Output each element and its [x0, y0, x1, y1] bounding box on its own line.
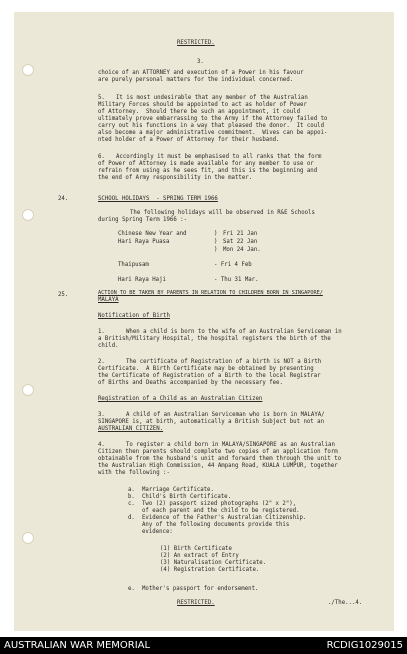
para-line: Accordingly it must be emphasised to all ranks that the form: [116, 154, 322, 160]
list-item: evidence:: [142, 529, 173, 535]
document-reference: RCDIG1029015: [326, 640, 403, 651]
para-line: refrain from using as he sees fit, and this is the beginning and: [98, 168, 318, 174]
para-number: 5.: [98, 95, 105, 101]
section-intro: The following holidays will be observed in R&E Schools: [130, 210, 315, 216]
list-letter: c.: [128, 501, 135, 507]
holiday-dates: Fri 21 Jan: [223, 231, 258, 237]
holiday-dates: Mon 24 Jan.: [223, 247, 261, 253]
para-line: When a child is born to the wife of an Australian Serviceman in: [126, 329, 342, 335]
institution-name: AUSTRALIAN WAR MEMORIAL: [4, 640, 151, 651]
list-item: of each parent and the child to be registered.: [142, 508, 300, 514]
para-line: with the following :-: [98, 470, 170, 476]
list-item: Mother's passport for endorsement.: [142, 586, 259, 592]
sub-item: (4) Registration Certificate.: [160, 567, 260, 573]
holiday-name: Thaipusam: [118, 262, 149, 268]
holiday-dates: - Thu 31 Mar.: [214, 277, 259, 283]
para-number: 2.: [98, 359, 105, 365]
para-line: carry out his functions in a way that pleased the donor. It could: [98, 123, 324, 129]
para-line: a British/Military Hospital, the hospital registers the birth of the: [98, 336, 331, 342]
continuation-marker: ./The...4.: [328, 600, 363, 606]
holiday-name: Hari Raya Haji: [118, 277, 166, 283]
restricted-footer: RESTRICTED.: [177, 600, 215, 606]
para-line: To register a child born in MALAYA/SINGAPORE as an Australian: [126, 442, 335, 448]
list-item: Any of the following documents provide this: [142, 522, 290, 528]
para-number: 1.: [98, 329, 105, 335]
section-intro: during Spring Term 1966 :-: [98, 217, 188, 223]
punch-hole: [22, 532, 34, 544]
section-title: ACTION TO BE TAKEN BY PARENTS IN RELATION TO CHILDREN BORN IN SINGAPORE/: [98, 290, 323, 296]
para-line: A child of an Australian Serviceman who is born in MALAYA/: [126, 412, 325, 418]
section-title-cont: MALAYA: [98, 297, 119, 303]
para-line: obtainable from the husband's unit and forward them through the unit to: [98, 456, 342, 462]
subheading: Notification of Birth: [98, 313, 170, 319]
para-line: the Australian High Commission, 44 Ampang Road, KUALA LUMPUR, together: [98, 463, 338, 469]
para-number: 3.: [98, 412, 105, 418]
para-line: The certificate of Registration of a birth is NOT a Birth: [126, 359, 322, 365]
continued-line: are purely personal matters for the individual concerned.: [98, 77, 294, 83]
para-line: SINGAPORE is, at birth, automatically a British Subject but not an: [98, 419, 324, 425]
holiday-dates: - Fri 4 Feb: [214, 262, 252, 268]
para-line: the Certificate of Registration of a Birth to the local Registrar: [98, 373, 321, 379]
holiday-dates: Sat 22 Jan: [223, 239, 258, 245]
continued-line: choice of an ATTORNEY and execution of a Power in his favour: [98, 70, 304, 76]
list-letter: b.: [128, 494, 135, 500]
list-item: Child's Birth Certificate.: [142, 494, 232, 500]
punch-hole: [22, 64, 34, 76]
para-line: AUSTRALIAN CITIZEN.: [98, 426, 164, 432]
subheading: Registration of a Child as an Australian Citizen: [98, 396, 263, 402]
holiday-name: Chinese New Year and: [118, 231, 187, 237]
para-line: ultimately prove embarrassing to the Army if the Attorney failed to: [98, 116, 328, 122]
holiday-bracket: ): [214, 247, 218, 253]
para-line: also become a major administrative commitment. Wives can be appoi-: [98, 130, 328, 136]
section-number: 25.: [58, 292, 69, 298]
para-line: child.: [98, 343, 119, 349]
list-letter: a.: [128, 487, 135, 493]
para-number: 4.: [98, 442, 105, 448]
sub-item: (2) An extract of Entry: [160, 553, 239, 559]
para-line: of Attorney. Should there be such an appointment, it could: [98, 109, 301, 115]
sub-item: (1) Birth Certificate: [160, 546, 232, 552]
list-item: Marriage Certificate.: [142, 487, 214, 493]
holiday-name: Hari Raya Puasa: [118, 239, 170, 245]
section-title: SCHOOL HOLIDAYS - SPRING TERM 1966: [98, 196, 218, 202]
para-number: 6.: [98, 154, 105, 160]
list-letter: e.: [128, 586, 135, 592]
punch-hole: [22, 384, 34, 396]
para-line: It is most undesirable that any member of the Australian: [116, 95, 308, 101]
para-line: Certificate. A Birth Certificate may be obtained by presenting: [98, 366, 314, 372]
para-line: Military Forces should be appointed to act as holder of Power: [98, 102, 307, 108]
punch-hole: [22, 209, 34, 221]
section-number: 24.: [58, 196, 69, 202]
archive-footer-bar: [0, 637, 407, 654]
page-number: 3.: [197, 59, 204, 65]
para-line: of Births and Deaths accompanied by the necessary fee.: [98, 380, 283, 386]
para-line: nted holder of a Power of Attorney for their husband.: [98, 137, 280, 143]
list-item: Two (2) passport sized photographs (2" x 2"),: [142, 501, 297, 507]
restricted-header: RESTRICTED.: [177, 40, 215, 46]
para-line: of Power of Attorney is made available for any member to use or: [98, 161, 314, 167]
para-line: the end of Army responsibility in the matter.: [98, 175, 253, 181]
sub-item: (3) Naturalisation Certificate.: [160, 560, 267, 566]
list-item: Evidence of the Father's Australian Citizenship.: [142, 515, 307, 521]
list-letter: d.: [128, 515, 135, 521]
holiday-bracket: ): [214, 231, 218, 237]
para-line: Citizen then parents should complete two copies of an application form: [98, 449, 338, 455]
holiday-bracket: ): [214, 239, 218, 245]
